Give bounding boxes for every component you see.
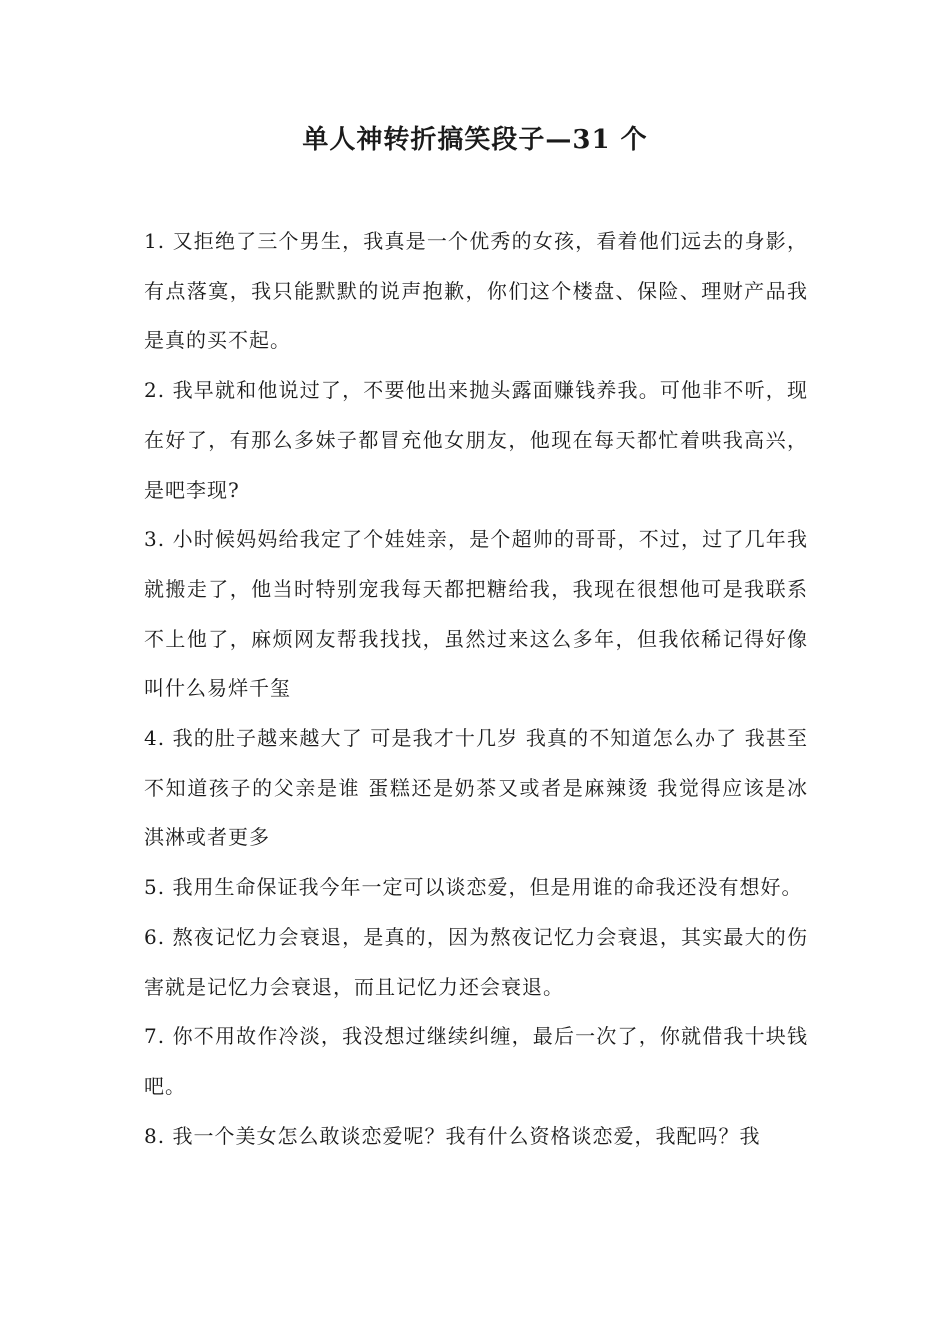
joke-item-1: 1. 又拒绝了三个男生，我真是一个优秀的女孩，看着他们远去的身影，有点落寞，我只能默默的说声抱歉，你们这个楼盘、保险、理财产品我是真的买不起。: [144, 229, 808, 353]
document-body: [144, 217, 808, 1161]
joke-item-5: 5. 我用生命保证我今年一定可以谈恋爱，但是用谁的命我还没有想好。: [144, 875, 803, 900]
joke-item-8: 8. 我一个美女怎么敢谈恋爱呢？我有什么资格谈恋爱，我配吗？我: [144, 1123, 761, 1148]
document-title: 单人神转折搞笑段子—31 个: [302, 125, 648, 155]
joke-item-3: 3. 小时候妈妈给我定了个娃娃亲，是个超帅的哥哥，不过，过了几年我就搬走了，他当时特别宠我每天都把糖给我，我现在很想他可是我联系不上他了，麻烦网友帮我找找，虽然过来这么多年，但我依稀记得好像叫什么易烊千玺: [144, 527, 808, 701]
joke-item-6: 6. 熬夜记忆力会衰退，是真的，因为熬夜记忆力会衰退，其实最大的伤害就是记忆力会衰退，而且记忆力还会衰退。: [144, 924, 808, 999]
joke-item-2: 2. 我早就和他说过了，不要他出来抛头露面赚钱养我。可他非不听，现在好了，有那么多妹子都冒充他女朋友，他现在每天都忙着哄我高兴，是吧李现?: [144, 378, 808, 502]
joke-item-4: 4. 我的肚子越来越大了 可是我才十几岁 我真的不知道怎么办了 我甚至不知道孩子的父亲是谁 蛋糕还是奶茶又或者是麻辣烫 我觉得应该是冰淇淋或者更多: [144, 726, 808, 850]
joke-item-7: 7. 你不用故作冷淡，我没想过继续纠缠，最后一次了，你就借我十块钱吧。: [144, 1024, 808, 1098]
